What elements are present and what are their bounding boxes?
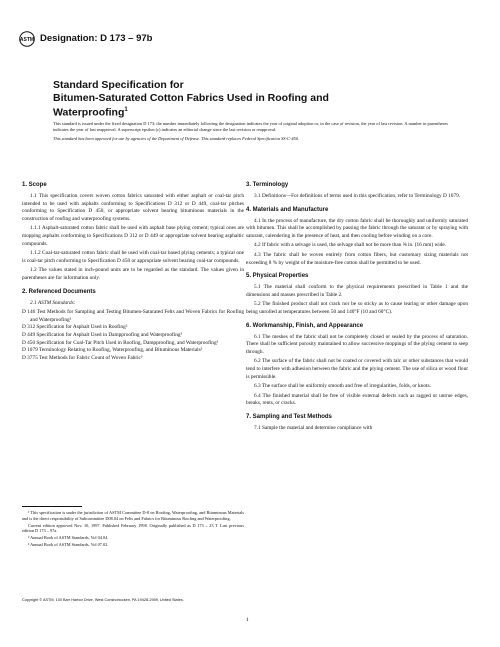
section-1-heading: 1. Scope [22,182,47,188]
section-3-heading: 3. Terminology [246,182,289,188]
footnotes [22,506,244,549]
para-1-1-2: 1.1.2 Coal-tar-saturated cotton fabric shall be used with coal-tar based plying cements; a typical one is coal-tar pitch conforming to Specification D 450 or appropriate solvent bearing coal-tar compounds. [22,250,244,264]
section-4-heading: 4. Materials and Manufacture [246,206,329,213]
section-2-heading: 2. Referenced Documents [22,288,96,295]
reference-item: D 450 Specification for Coal-Tar Pitch Used in Roofing, Dampproofing, and Waterproofing² [22,339,219,346]
section-5-heading: 5. Physical Properties [246,273,309,280]
page-number: 1 [246,617,249,623]
para-7-1: 7.1 Sample the material and determine compliance with [254,424,373,431]
title-line-3: Waterproofing$^1$ [53,106,128,119]
copyright-line: Copyright © ASTM, 100 Barr Harbor Drive, West Conshohocken, PA 19428-2959, United States. [22,598,184,602]
reference-item: D 146 Test Methods for Sampling and Testing Bitumen-Saturated Felts and Woven Fabrics for Roofing and Waterproofing² [22,309,244,323]
right-column [246,181,468,434]
reference-item: D 3775 Test Methods for Fabric Count of Woven Fabric³ [22,354,143,361]
para-4-3: 4.3 The fabric shall be woven entirely from cotton fibers, but customary sizing materials not exceeding 8 % by weight of the moisture-free cotton shall be permitted to be used. [246,251,468,266]
para-6-1: 6.1 The meshes of the fabric shall not be completely closed or sealed by the process of saturation. There shall be sufficient porosity maintained to allow successive moppings of the plying cement to seep through. [246,333,468,355]
para-1-1-1: 1.1.1 Asphalt-saturated cotton fabric shall be used with asphalt base plying cement; typical ones are mopping asphalts conforming to Specifications D 312 or D 449 or appropriate solvent bearing asphaltic compounds. [22,225,244,247]
para-4-2: 4.2 If fabric with a selvage is used, the selvage shall not be more than ⅝ in. (16 mm) wide. [254,242,447,249]
footnote-3: ³ Annual Book of ASTM Standards, Vol 07.02. [28,541,109,547]
approval-note: This standard has been approved for use by agencies of the Department of Defense. This standard replaces Federal Specification SS-C-450. [53,136,300,141]
footnote-1: ¹ This specification is under the jurisdiction of ASTM Committee D-8 on Roofing, Waterproofing, and Bituminous Materials and is the direct responsibility of Subcommittee D08.04 on Felts and Fabrics for Bituminous Roofing and Waterproofing. [22,510,244,521]
intro-notice [53,121,448,145]
para-2-1: 2.1 ASTM Standards: [30,299,76,306]
title-line-1: Standard Specification for [53,79,184,91]
reference-item: D 1079 Terminology Relating to Roofing, Waterproofing, and Bituminous Materials² [22,347,203,354]
title-line-2: Bitumen-Saturated Cotton Fabrics Used in Roofing and [53,91,329,104]
title-footnote-mark: 1 [124,107,128,113]
issuance-note: This standard is issued under the fixed designation D 173; the number immediately following the designation indicates the year of original adoption or, in the case of revision, the year of last revision. A number in parentheses indicates the year of last reapproval. A superscript epsilon (ε) indicates an editorial change since the last revision or reapproval. [53,121,448,132]
para-6-4: 6.4 The finished material shall be free of visible external defects such as ragged or untrue edges, breaks, rents, or cracks. [246,392,468,407]
footnote-1-edition: Current edition approved Nov. 10, 1997. Published February 1998. Originally published as D 173 – 23 T. Last previous edition D 173 – 97a. [22,522,244,534]
para-3-1: 3.1 Definitions—For definitions of terms used in this specification, refer to Terminology D 1079. [254,193,461,199]
para-6-2: 6.2 The surface of the fabric shall not be coated or covered with talc or other substances that would tend to interfere with adhesion between the fabric and the plying cement. The use of silica or wood flour is permissible. [246,358,468,380]
para-1-2: 1.2 The values stated in inch-pound units are to be regarded as the standard. The values given in parentheses are for information only. [22,267,244,281]
document-title [53,79,448,119]
astm-logo-icon [19,31,35,47]
reference-item: D 312 Specification for Asphalt Used in Roofing² [22,324,128,331]
reference-item: D 449 Specification for Asphalt Used in Dampproofing and Waterproofing² [22,331,183,338]
para-6-3: 6.3 The surface shall be uniformly smooth and free of irregularities, folds, or knots. [254,383,431,390]
svg-text:ASTM: ASTM [19,37,35,43]
section-6-heading: 6. Workmanship, Finish, and Appearance [246,322,364,329]
designation: Designation: D 173 – 97b [40,33,153,44]
para-5-1: 5.1 The material shall conform to the physical requirements prescribed in Table 1 and the dimensions and masses prescribed in Table 2. [246,284,468,298]
section-7-heading: 7. Sampling and Test Methods [246,413,332,420]
footnote-divider [22,506,82,507]
para-5-2: 5.2 The finished product shall not crack nor be so sticky as to cause tearing or other damage upon being unrolled at temperatures between 50 and 140°F (10 and 60°C). [246,301,468,315]
para-4-1: 4.1 In the process of manufacture, the dry cotton fabric shall be thoroughly and uniformly saturated with bitumen. This shall be accomplished by passing the fabric through the saturant or by spraying with saturant, calendering in the presence of heat, and then cooling before winding on a core. [246,217,468,239]
footnote-2: ² Annual Book of ASTM Standards, Vol 04.04. [28,535,109,541]
left-column [22,181,244,362]
para-1-1: 1.1 This specification covers woven cotton fabrics saturated with either asphalt or coal-tar pitch intended to be used with asphalts conforming to Specifications D 312 or D 449, coal-tar pitches conforming to Specification D 450, or appropriate solvent bearing bituminous materials in the construction of roofing and waterproofing systems. [22,193,244,222]
